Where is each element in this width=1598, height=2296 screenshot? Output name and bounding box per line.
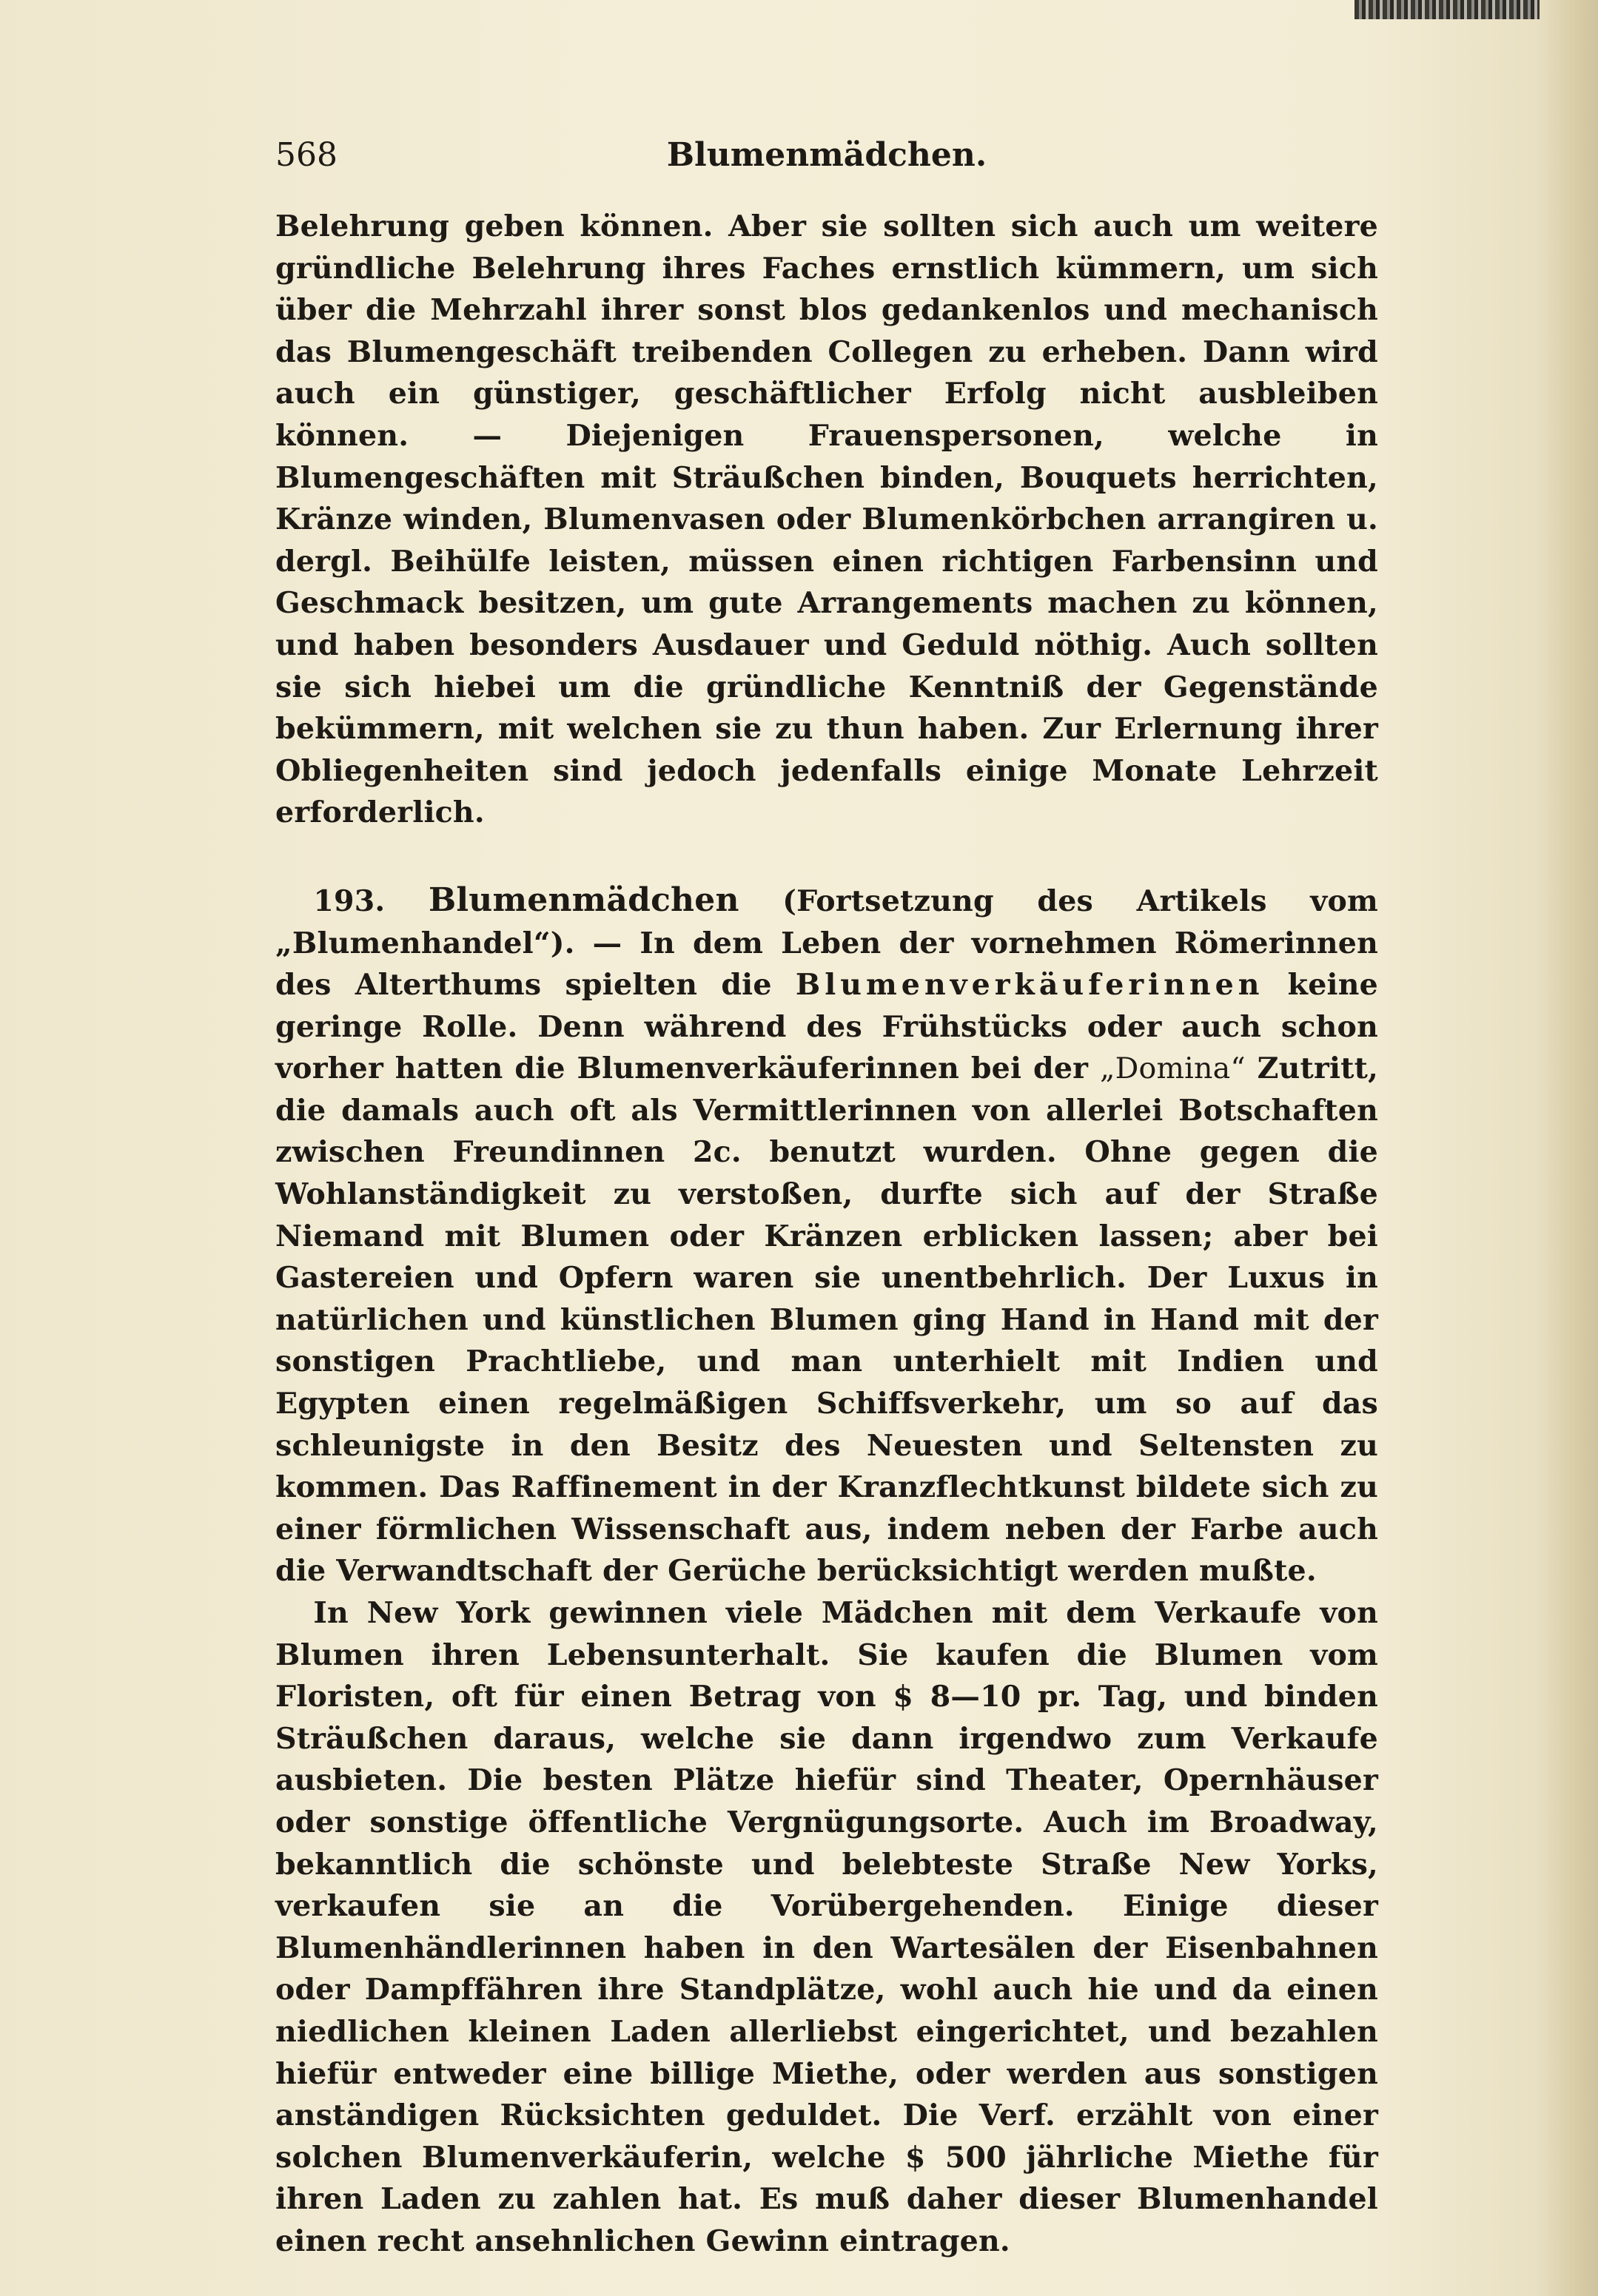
paragraph-section-193 (275, 880, 1378, 1592)
running-head: Blumenmädchen. (666, 136, 987, 174)
page-header (275, 133, 1378, 178)
section-text-part-1: (Fortsetzung des Artikels vom „Blumenhandel“). — In dem Leben der vornehmen Römerinnen des Alterthums spielten die (275, 883, 1378, 1003)
page-edge-right (1540, 0, 1598, 2296)
section-text-part-2: keine geringe Rolle. Denn während des Frühstücks oder auch schon vorher hatten die Blumenverkäuferinnen bei der (275, 968, 1379, 1086)
section-text-part-3: Zutritt, die damals auch oft als Vermittlerinnen von allerlei Botschaften zwischen Freundinnen 2c. benutzt wurden. Ohne gegen die Wohlanständigkeit zu verstoßen, durfte sich auf der Straße Niemand mit Blumen oder Kränzen erblicken lassen; aber bei Gastereien und Opfern waren sie unentbehrlich. Der Luxus in natürlichen und künstlichen Blumen ging Hand in Hand mit der sonstigen Prachtliebe, und man unterhielt mit Indien und Egypten einen regelmäßigen Schiffsverkehr, um so auf das schleunigste in den Besitz des Neuesten und Seltensten zu kommen. Das Raffinement in der Kranzflechtkunst bildete sich zu einer förmlichen Wissenschaft aus, indem neben der Farbe auch die Verwandtschaft der Gerüche berücksichtigt werden mußte. (275, 1051, 1379, 1589)
spaced-phrase: Blumenverkäuferinnen (795, 968, 1264, 1003)
section-number: 193. (313, 883, 386, 918)
section-spacer (275, 834, 1378, 880)
paragraph-1: Belehrung geben können. Aber sie sollten sich auch um weitere gründliche Belehrung ihres Faches ernstlich kümmern, um sich über die Mehrzahl ihrer sonst blos gedankenlos und mechanisch das Blumengeschäft treibenden Collegen zu erheben. Dann wird auch ein günstiger, geschäftlicher Erfolg nicht ausbleiben können. — Diejenigen Frauenspersonen, welche in Blumengeschäften mit Sträußchen binden, Bouquets herrichten, Kränze winden, Blumenvasen oder Blumenkörbchen arrangiren u. dergl. Beihülfe leisten, müssen einen richtigen Farbensinn und Geschmack besitzen, um gute Arrangements machen zu können, und haben besonders Ausdauer und Geduld nöthig. Auch sollten sie sich hiebei um die gründliche Kenntniß der Gegenstände bekümmern, mit welchen sie zu thun haben. Zur Erlernung ihrer Obliegenheiten sind jedoch jedenfalls einige Monate Lehrzeit erforderlich. (275, 209, 1378, 830)
latin-word: „Domina“ (1099, 1051, 1246, 1086)
body-text (275, 206, 1378, 2263)
page-number: 568 (275, 136, 338, 174)
section-title: Blumenmädchen (429, 881, 739, 919)
paragraph-3: In New York gewinnen viele Mädchen mit dem Verkaufe von Blumen ihren Lebensunterhalt. Sie kaufen die Blumen vom Floristen, oft für einen Betrag von $ 8—10 pr. Tag, und binden Sträußchen daraus, welche sie dann irgendwo zum Verkaufe ausbieten. Die besten Plätze hiefür sind Theater, Opernhäuser oder sonstige öffentliche Vergnügungsorte. Auch im Broadway, bekanntlich die schönste und belebteste Straße New Yorks, verkaufen sie an die Vorübergehenden. Einige dieser Blumenhändlerinnen haben in den Wartesälen der Eisenbahnen oder Dampffähren ihre Standplätze, wohl auch hie und da einen niedlichen kleinen Laden allerliebst eingerichtet, und bezahlen hiefür entweder eine billige Miethe, oder werden aus sonstigen anständigen Rücksichten geduldet. Die Verf. erzählt von einer solchen Blumenverkäuferin, welche $ 500 jährliche Miethe für ihren Laden zu zahlen hat. Es muß daher dieser Blumenhandel einen recht ansehnlichen Gewinn eintragen. (275, 1596, 1378, 2258)
